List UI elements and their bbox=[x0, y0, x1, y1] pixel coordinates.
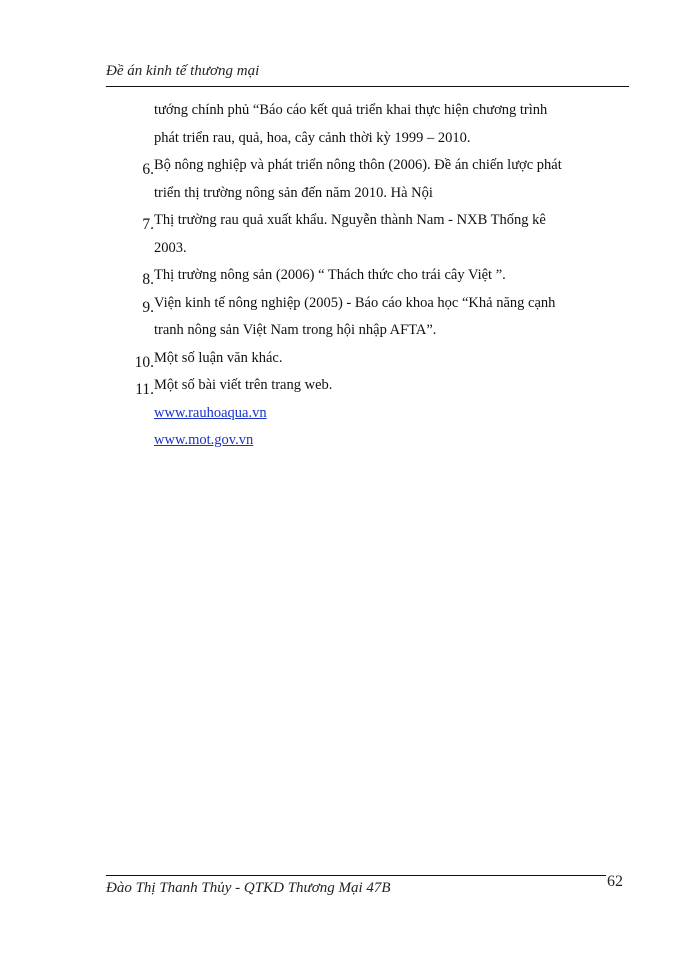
reference-number: 8. bbox=[142, 271, 154, 288]
reference-line: Thị trường nông sản (2006) “ Thách thức cho trái cây Việt ”. bbox=[154, 267, 506, 283]
header-title: Đề án kinh tế thương mại bbox=[106, 63, 260, 79]
reference-continuation bbox=[106, 97, 629, 152]
header-rule bbox=[106, 86, 629, 87]
reference-item-6 bbox=[106, 152, 629, 207]
reference-item-11 bbox=[106, 372, 629, 400]
reference-line: Bộ nông nghiệp và phát triển nông thôn (2006). Đề án chiến lược phát bbox=[154, 157, 562, 173]
reference-line: Thị trường rau quả xuất khẩu. Nguyễn thành Nam - NXB Thống kê bbox=[154, 212, 546, 228]
reference-item-10 bbox=[106, 345, 629, 373]
link-rauhoaqua[interactable]: www.rauhoaqua.vn bbox=[154, 404, 267, 421]
reference-text bbox=[154, 152, 629, 207]
reference-text bbox=[154, 97, 629, 152]
reference-line: Một số luận văn khác. bbox=[154, 349, 283, 366]
reference-line: Viện kinh tế nông nghiệp (2005) - Báo cáo khoa học “Khả năng cạnh bbox=[154, 294, 556, 311]
footer-author: Đào Thị Thanh Thủy - QTKD Thương Mại 47B bbox=[106, 880, 391, 896]
reference-number: 9. bbox=[142, 298, 154, 316]
reference-number: 6. bbox=[142, 161, 154, 178]
reference-item-9 bbox=[106, 290, 629, 345]
footer-rule bbox=[106, 875, 606, 876]
reference-line: triển thị trường nông sản đến năm 2010. Hà Nội bbox=[154, 184, 433, 201]
reference-text bbox=[154, 290, 629, 345]
reference-line: tướng chính phủ “Báo cáo kết quả triển khai thực hiện chương trình bbox=[154, 102, 548, 118]
page-number: 62 bbox=[607, 873, 623, 890]
reference-text bbox=[154, 207, 629, 262]
reference-number: 10. bbox=[134, 353, 154, 371]
reference-line: 2003. bbox=[154, 239, 187, 256]
reference-list bbox=[106, 97, 629, 455]
reference-number: 11. bbox=[135, 381, 154, 398]
reference-item-7 bbox=[106, 207, 629, 262]
reference-line: tranh nông sản Việt Nam trong hội nhập AFTA”. bbox=[154, 322, 437, 338]
reference-line: phát triển rau, quả, hoa, cây cảnh thời kỳ 1999 – 2010. bbox=[154, 129, 471, 146]
reference-text bbox=[154, 372, 629, 400]
reference-text bbox=[154, 262, 629, 290]
link-mot-gov[interactable]: www.mot.gov.vn bbox=[154, 432, 254, 448]
reference-text bbox=[154, 345, 629, 373]
reference-line: Một số bài viết trên trang web. bbox=[154, 377, 333, 393]
reference-number: 7. bbox=[142, 216, 154, 233]
reference-item-8 bbox=[106, 262, 629, 290]
